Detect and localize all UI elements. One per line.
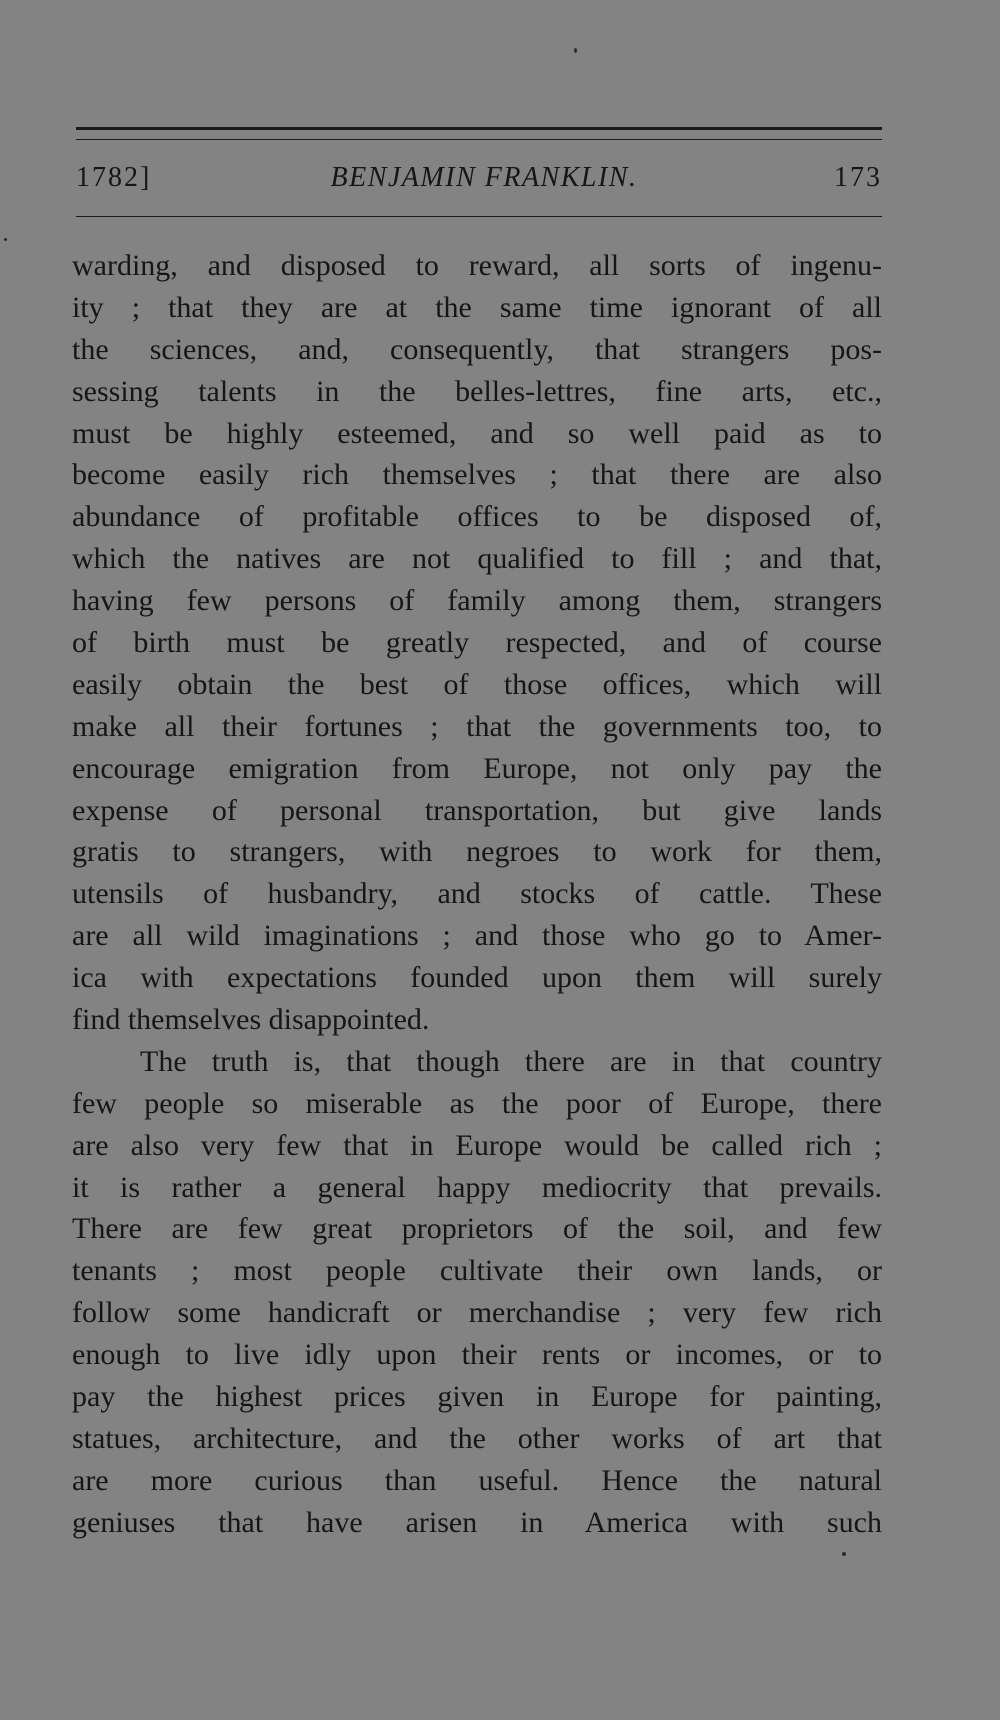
running-head-year: 1782] <box>76 162 152 193</box>
running-head-title: BENJAMIN FRANKLIN. <box>330 162 638 193</box>
text-line: it is rather a general happy mediocrity that prevails. <box>72 1170 882 1204</box>
text-line: encourage emigration from Europe, not only pay the <box>72 751 882 785</box>
text-line: expense of personal transportation, but give lands <box>72 793 882 827</box>
body-text <box>72 245 882 1544</box>
page-number: 173 <box>834 162 882 193</box>
text-line: geniuses that have arisen in America with such <box>72 1505 882 1539</box>
top-rule-thick <box>76 127 882 130</box>
text-line: ity ; that they are at the same time ignorant of all <box>72 290 882 324</box>
text-line: having few persons of family among them, strangers <box>72 584 882 618</box>
text-line: There are few great proprietors of the soil, and few <box>72 1212 882 1246</box>
text-line: pay the highest prices given in Europe for painting, <box>72 1380 882 1414</box>
paragraph-start-line: The truth is, that though there are in that country <box>140 1044 882 1078</box>
text-line: are all wild imaginations ; and those who go to Amer- <box>72 919 882 953</box>
running-head <box>76 162 882 202</box>
text-line: ica with expectations founded upon them will surely <box>72 961 882 995</box>
text-line: easily obtain the best of those offices, which will <box>72 667 882 701</box>
text-line: statues, architecture, and the other works of art that <box>72 1421 882 1455</box>
text-line: become easily rich themselves ; that there are also <box>72 458 882 492</box>
scan-speck <box>574 48 577 53</box>
text-line: are more curious than useful. Hence the natural <box>72 1463 882 1497</box>
text-line: follow some handicraft or merchandise ; very few rich <box>72 1296 882 1330</box>
text-line: of birth must be greatly respected, and of course <box>72 626 882 660</box>
text-line: the sciences, and, consequently, that strangers pos- <box>72 332 882 366</box>
text-line: gratis to strangers, with negroes to work for them, <box>72 835 882 869</box>
head-rule <box>76 216 882 217</box>
text-line: must be highly esteemed, and so well paid as to <box>72 416 882 450</box>
text-line: tenants ; most people cultivate their own lands, or <box>72 1254 882 1288</box>
text-line: make all their fortunes ; that the governments too, to <box>72 709 882 743</box>
text-line: enough to live idly upon their rents or incomes, or to <box>72 1338 882 1372</box>
scan-speck <box>4 238 7 241</box>
text-line: utensils of husbandry, and stocks of cattle. These <box>72 877 882 911</box>
paragraph-end-line: find themselves disappointed. <box>72 1003 430 1037</box>
text-line: sessing talents in the belles-lettres, fine arts, etc., <box>72 374 882 408</box>
top-rule-thin <box>76 139 882 140</box>
scan-speck <box>842 1552 846 1556</box>
text-line: are also very few that in Europe would be called rich ; <box>72 1128 882 1162</box>
text-line: which the natives are not qualified to fill ; and that, <box>72 542 882 576</box>
text-line: abundance of profitable offices to be disposed of, <box>72 500 882 534</box>
text-line: few people so miserable as the poor of Europe, there <box>72 1086 882 1120</box>
text-line: warding, and disposed to reward, all sorts of ingenu- <box>72 249 882 282</box>
